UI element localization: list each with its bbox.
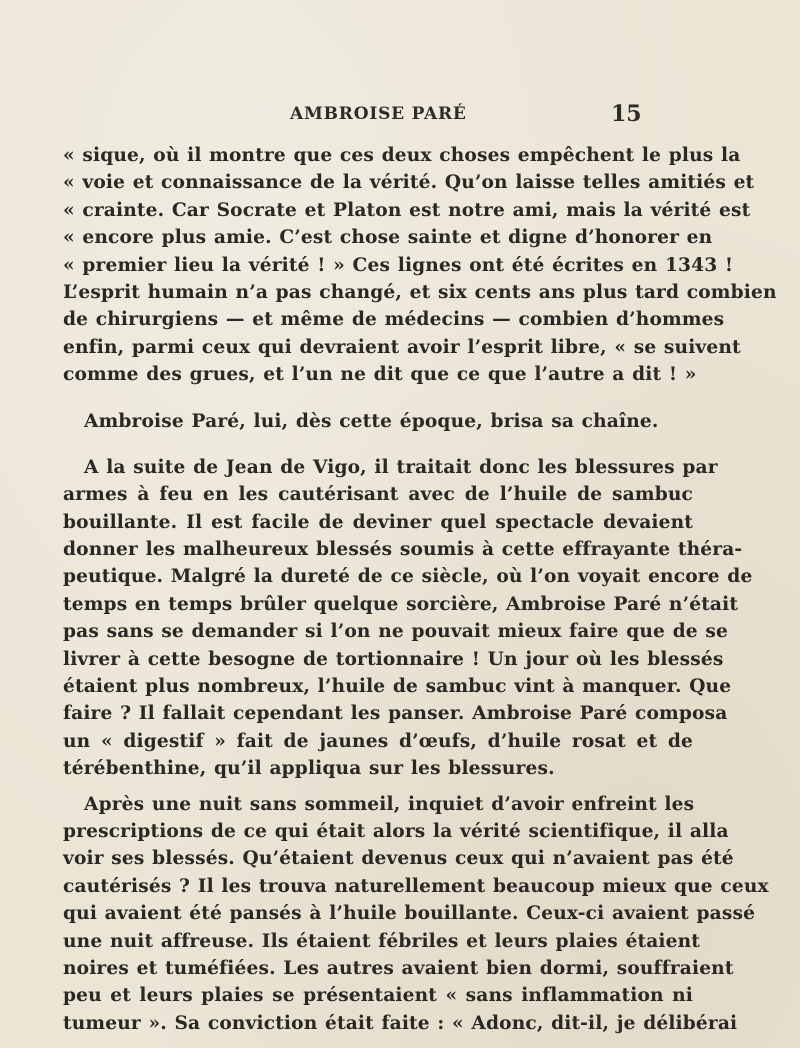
text-line: cautérisés ? Il les trouva naturellement beaucoup mieux que ceux <box>63 875 769 897</box>
text-line: « encore plus amie. C’est chose sainte et digne d’honorer en <box>63 227 713 249</box>
body-text <box>63 142 777 1037</box>
text-line: pas sans se demander si l’on ne pouvait mieux faire que de se <box>63 621 728 643</box>
paragraph-gap <box>63 783 693 791</box>
text-line: voir ses blessés. Qu’étaient devenus ceux qui n’avaient pas été <box>63 848 734 870</box>
text-line: bouillante. Il est facile de deviner quel spectacle devaient <box>63 511 693 533</box>
text-line: étaient plus nombreux, l’huile de sambuc vint à manquer. Que <box>63 676 732 698</box>
text-line: de chirurgiens — et même de médecins — combien d’hommes <box>63 309 725 331</box>
text-line: peutique. Malgré la dureté de ce siècle, où l’on voyait encore de <box>63 566 753 588</box>
text-line: un « digestif » fait de jaunes d’œufs, d’huile rosat et de <box>63 730 693 752</box>
text-line: tumeur ». Sa conviction était faite : « Adonc, dit-il, je délibérai <box>63 1012 738 1034</box>
text-line: « voie et connaissance de la vérité. Qu’on laisse telles amitiés et <box>63 172 755 194</box>
paragraph <box>63 791 769 1038</box>
text-line: donner les malheureux blessés soumis à cette effrayante théra- <box>63 539 743 561</box>
text-line: qui avaient été pansés à l’huile bouillante. Ceux-ci avaient passé <box>63 903 756 925</box>
paragraph-gap <box>63 435 693 454</box>
text-line: térébenthine, qu’il appliqua sur les blessures. <box>63 758 555 780</box>
text-line: A la suite de Jean de Vigo, il traitait donc les blessures par <box>84 456 718 478</box>
text-line: Après une nuit sans sommeil, inquiet d’avoir enfreint les <box>84 793 695 815</box>
text-line: « sique, où il montre que ces deux choses empêchent le plus la <box>63 145 741 166</box>
text-line: comme des grues, et l’un ne dit que ce que l’autre a dit ! » <box>63 364 697 386</box>
paragraph <box>63 454 753 783</box>
paragraph <box>63 142 777 389</box>
paragraph <box>63 408 693 435</box>
text-line: Ambroise Paré, lui, dès cette époque, brisa sa chaîne. <box>84 410 659 432</box>
text-line: prescriptions de ce qui était alors la vérité scientifique, il alla <box>63 820 729 842</box>
text-line: temps en temps brûler quelque sorcière, Ambroise Paré n’était <box>63 593 739 615</box>
text-line: armes à feu en les cautérisant avec de l’huile de sambuc <box>63 484 693 506</box>
page-number: 15 <box>611 101 642 127</box>
text-line: « crainte. Car Socrate et Platon est notre ami, mais la vérité est <box>63 199 751 221</box>
paragraph-gap <box>63 389 693 408</box>
text-line: L’esprit humain n’a pas changé, et six cents ans plus tard combien <box>63 281 777 303</box>
running-header <box>0 101 800 134</box>
text-line: livrer à cette besogne de tortionnaire ! Un jour où les blessés <box>63 648 724 670</box>
text-line: peu et leurs plaies se présentaient « sans inflammation ni <box>63 985 693 1007</box>
text-line: une nuit affreuse. Ils étaient fébriles et leurs plaies étaient <box>63 930 701 952</box>
text-line: « premier lieu la vérité ! » Ces lignes ont été écrites en 1343 ! <box>63 254 734 276</box>
text-line: faire ? Il fallait cependant les panser. Ambroise Paré composa <box>63 703 728 725</box>
text-line: noires et tuméfiées. Les autres avaient bien dormi, souffraient <box>63 957 734 979</box>
text-line: enfin, parmi ceux qui devraient avoir l’esprit libre, « se suivent <box>63 336 741 358</box>
running-title: AMBROISE PARÉ <box>290 104 467 124</box>
